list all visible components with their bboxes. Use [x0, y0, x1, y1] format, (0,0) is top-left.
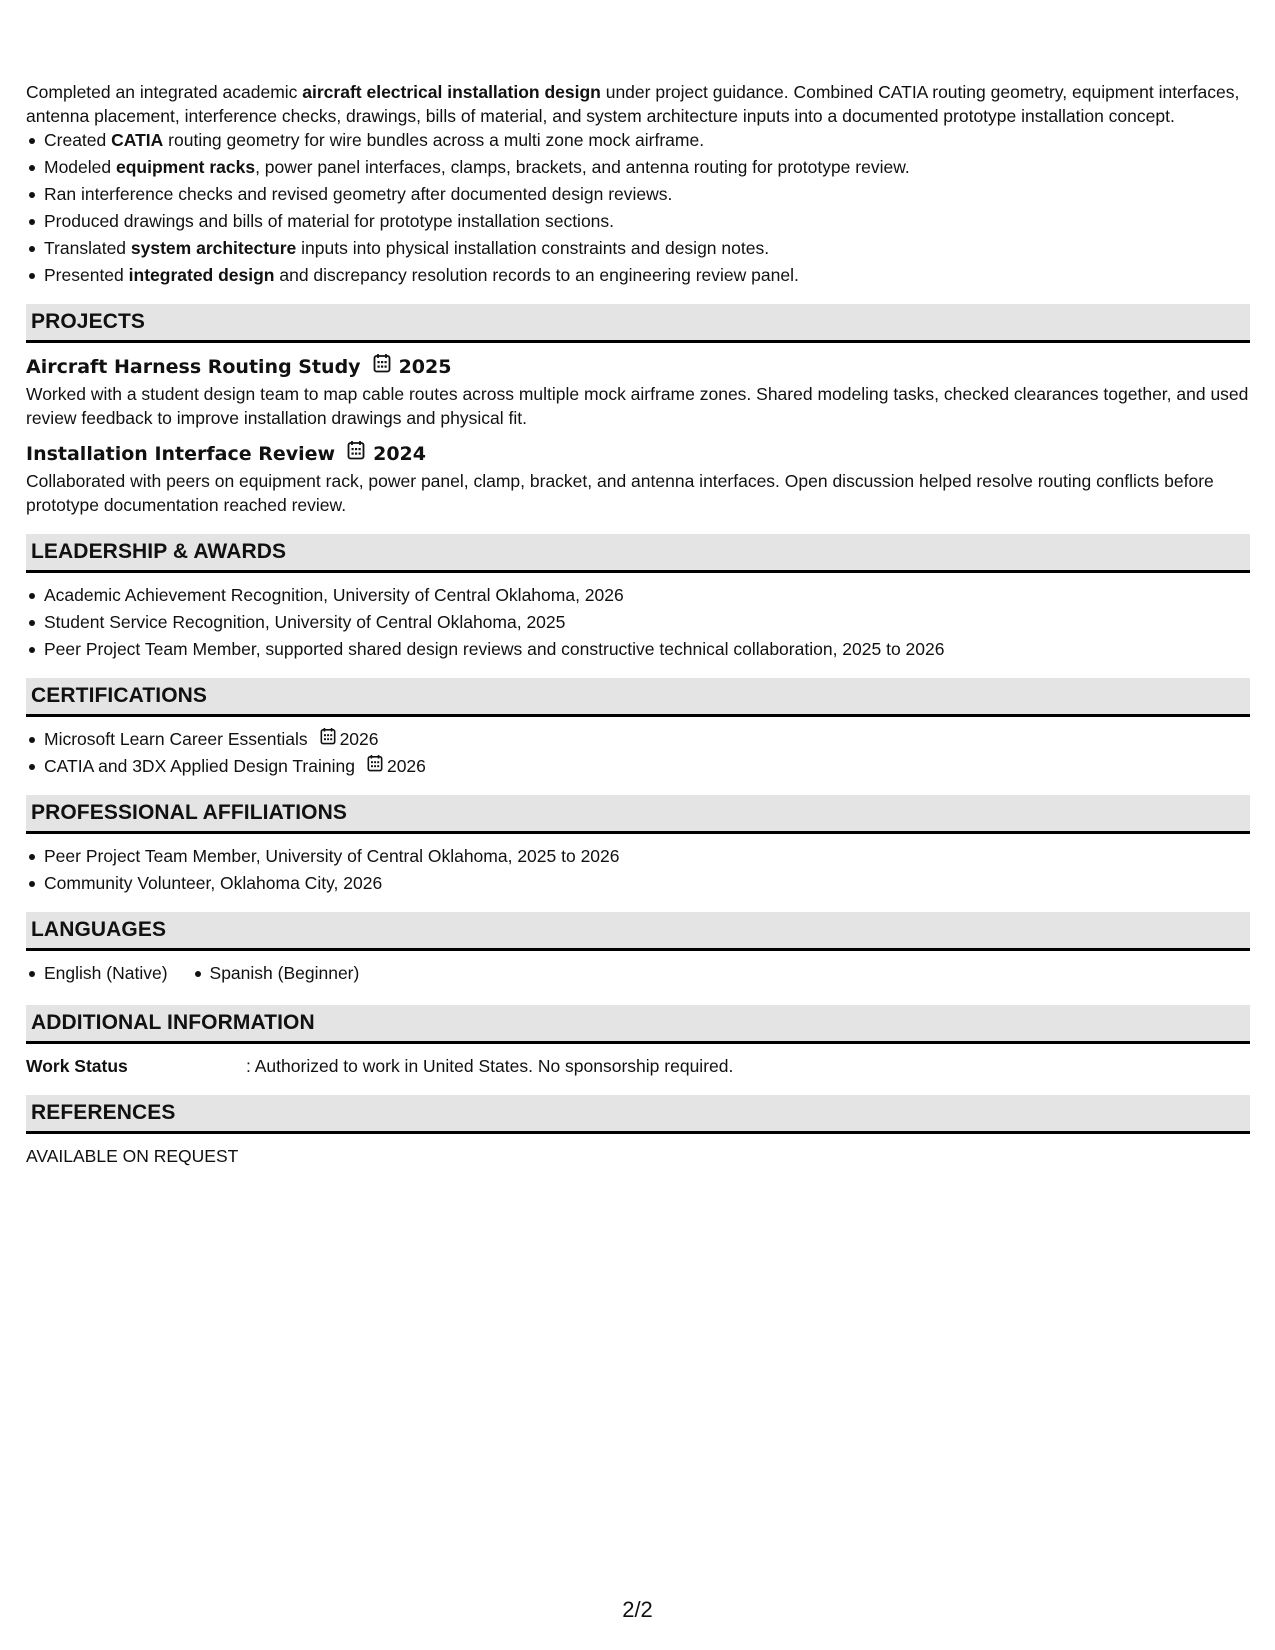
work-status-row [26, 1054, 1250, 1078]
bullet-bold: integrated design [128, 265, 275, 285]
calendar-icon [367, 754, 383, 778]
bullet-text: Modeled [44, 157, 116, 177]
bullet-text: Created [44, 130, 112, 150]
project-title-row [26, 440, 1250, 467]
list-item: Academic Achievement Recognition, University of Central Oklahoma, 2026 [44, 583, 1250, 607]
list-item [44, 263, 1250, 287]
work-status-label: Work Status [26, 1056, 128, 1076]
summary-text-2: under project guidance. Combined CATIA routing geometry, equipment interfaces, antenna placement, interference checks, drawings, bills of material, and system architecture inputs into a documented prototype installation concept. [26, 82, 1240, 126]
summary-text-1: Completed an integrated academic [26, 82, 303, 102]
bullet-text: and discrepancy resolution records to an engineering review panel. [274, 265, 799, 285]
bullet-text: inputs into physical installation constraints and design notes. [296, 238, 770, 258]
calendar-icon [373, 353, 391, 380]
list-item [44, 209, 1250, 233]
list-item: Peer Project Team Member, supported shared design reviews and constructive technical collaboration, 2025 to 2026 [44, 637, 1250, 661]
bullet-bold: system architecture [130, 238, 297, 258]
bullet-bold: equipment racks [116, 157, 256, 177]
project-title: Aircraft Harness Routing Study [26, 355, 361, 378]
languages-list [26, 961, 1250, 988]
list-item [44, 128, 1250, 152]
list-item [44, 727, 1250, 751]
bullet-text: Translated [44, 238, 131, 258]
resume-page-2 [26, 80, 1250, 1168]
leadership-list [26, 583, 1250, 661]
project-year: 2024 [373, 442, 426, 465]
project-year: 2025 [398, 355, 452, 378]
references-text: AVAILABLE ON REQUEST [26, 1146, 239, 1166]
bullet-text: Ran interference checks and revised geometry after documented design reviews. [44, 184, 673, 204]
list-item [44, 182, 1250, 206]
certification-year: 2026 [339, 729, 379, 749]
section-heading-leadership: LEADERSHIP & AWARDS [26, 534, 1250, 573]
bullet-text: routing geometry for wire bundles across a multi zone mock airframe. [163, 130, 705, 150]
certifications-list [26, 727, 1250, 778]
list-item [44, 754, 1250, 778]
section-heading-additional: ADDITIONAL INFORMATION [26, 1005, 1250, 1044]
section-heading-affiliations: PROFESSIONAL AFFILIATIONS [26, 795, 1250, 834]
certification-name: CATIA and 3DX Applied Design Training [44, 756, 355, 776]
list-item: Spanish (Beginner) [209, 963, 360, 983]
list-item: Student Service Recognition, University of Central Oklahoma, 2025 [44, 610, 1250, 634]
calendar-icon [347, 440, 365, 467]
project-title: Installation Interface Review [26, 442, 336, 465]
affiliations-list [26, 844, 1250, 895]
bullet-bold: CATIA [111, 130, 164, 150]
list-item [44, 236, 1250, 260]
section-heading-references: REFERENCES [26, 1095, 1250, 1134]
list-item [44, 155, 1250, 179]
bullet-text: Presented [44, 265, 129, 285]
project-description: Worked with a student design team to map cable routes across multiple mock airframe zones. Shared modeling tasks, checked clearances together, and used review feedback to improve installation drawings and physical fit. [26, 384, 1249, 428]
bullet-text: , power panel interfaces, clamps, brackets, and antenna routing for prototype review. [255, 157, 910, 177]
bullet-text: Produced drawings and bills of material for prototype installation sections. [44, 211, 615, 231]
experience-bullets [26, 128, 1250, 287]
certification-name: Microsoft Learn Career Essentials [44, 729, 308, 749]
section-heading-projects: PROJECTS [26, 304, 1250, 343]
calendar-icon [320, 727, 336, 751]
list-item: English (Native) [44, 963, 168, 983]
certification-year: 2026 [386, 756, 426, 776]
list-item: Community Volunteer, Oklahoma City, 2026 [44, 871, 1250, 895]
section-heading-certifications: CERTIFICATIONS [26, 678, 1250, 717]
page-number: 2/2 [622, 1597, 653, 1622]
experience-summary [26, 80, 1250, 128]
project-description: Collaborated with peers on equipment rack, power panel, clamp, bracket, and antenna interfaces. Open discussion helped resolve routing conflicts before prototype documentation reached review. [26, 471, 1214, 515]
project-title-row [26, 353, 1250, 380]
work-status-value: : Authorized to work in United States. No sponsorship required. [246, 1056, 734, 1076]
summary-bold: aircraft electrical installation design [302, 82, 601, 102]
section-heading-languages: LANGUAGES [26, 912, 1250, 951]
list-item: Peer Project Team Member, University of Central Oklahoma, 2025 to 2026 [44, 844, 1250, 868]
